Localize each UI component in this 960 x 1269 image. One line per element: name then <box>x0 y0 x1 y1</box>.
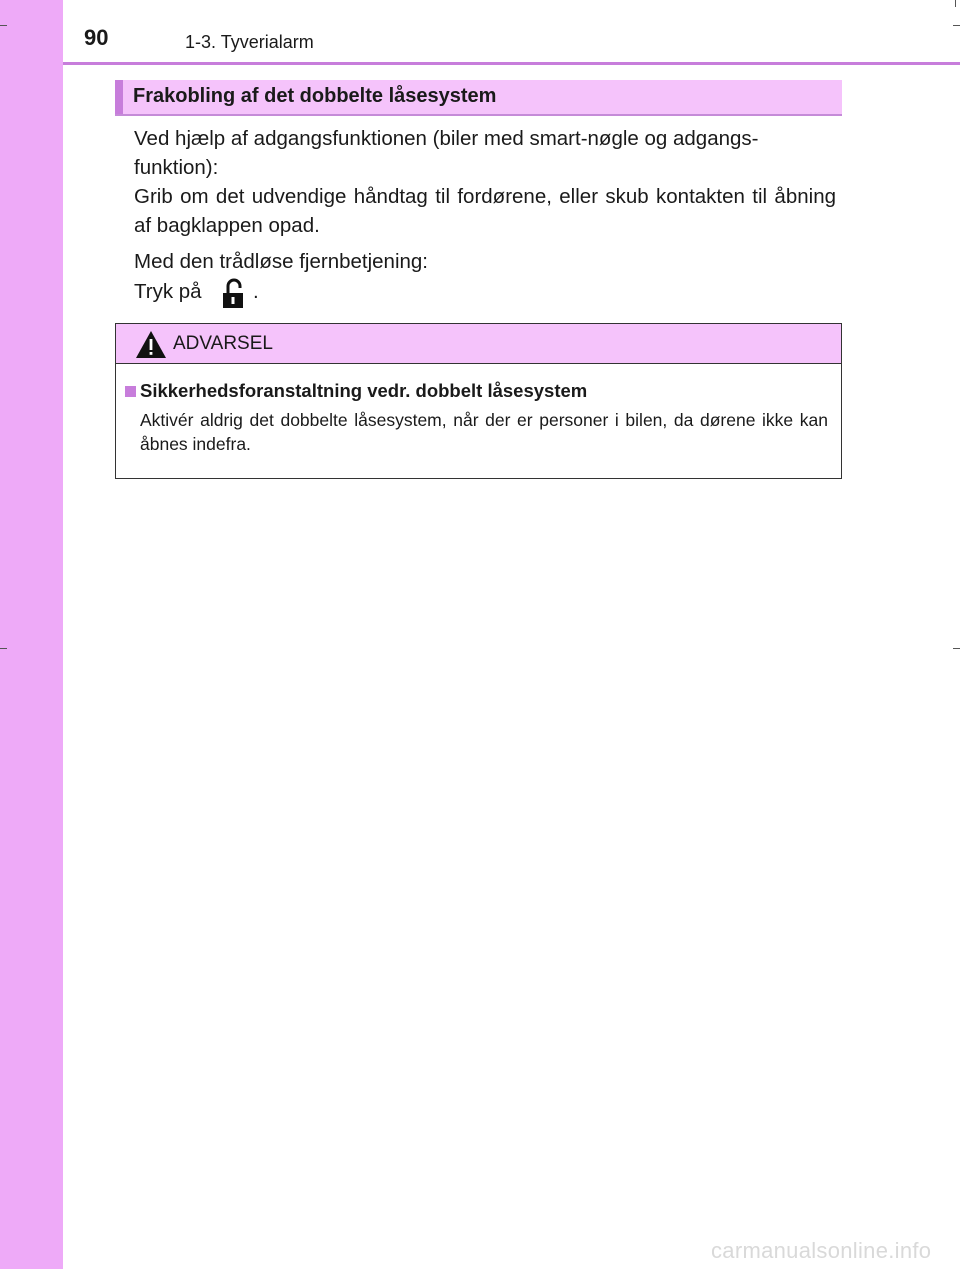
section-reference: 1-3. Tyverialarm <box>185 32 314 52</box>
warning-label: ADVARSEL <box>173 333 273 354</box>
paragraph-access-function-line1: Ved hjælp af adgangsfunktionen (biler med smart-nøgle og adgangs- <box>134 127 759 150</box>
warning-text: Aktivér aldrig det dobbelte låsesystem, når der er personer i bilen, da dørene ikke kan åbnes indefra. <box>140 410 828 454</box>
paragraph-press: Tryk på <box>134 280 202 303</box>
page-number: 90 <box>84 25 109 50</box>
warning-box <box>115 323 842 479</box>
warning-triangle-icon <box>135 330 167 359</box>
crop-mark <box>953 25 960 26</box>
bullet-square <box>125 386 136 397</box>
period: . <box>253 280 259 303</box>
paragraph-remote-heading: Med den trådløse fjernbetjening: <box>134 250 429 273</box>
title-accent <box>115 80 123 114</box>
crop-mark <box>0 648 7 649</box>
crop-mark <box>955 0 956 7</box>
crop-mark <box>0 25 7 26</box>
section-title: Frakobling af det dobbelte låsesystem <box>133 85 497 107</box>
watermark: carmanualsonline.info <box>711 1238 932 1263</box>
unlock-padlock-icon <box>219 278 247 308</box>
warning-header <box>116 324 841 364</box>
warning-subheading: Sikkerhedsforanstaltning vedr. dobbelt låsesystem <box>140 380 588 401</box>
section-title-bar <box>115 80 842 116</box>
paragraph-access-function-line2: funktion): <box>134 156 219 179</box>
paragraph-door-handle: Grib om det udvendige håndtag til fordørene, eller skub kontakten til åbning af bagklappen opad. <box>134 185 836 237</box>
crop-mark <box>953 648 960 649</box>
header-rule <box>63 62 960 65</box>
side-margin-band <box>0 0 63 1269</box>
